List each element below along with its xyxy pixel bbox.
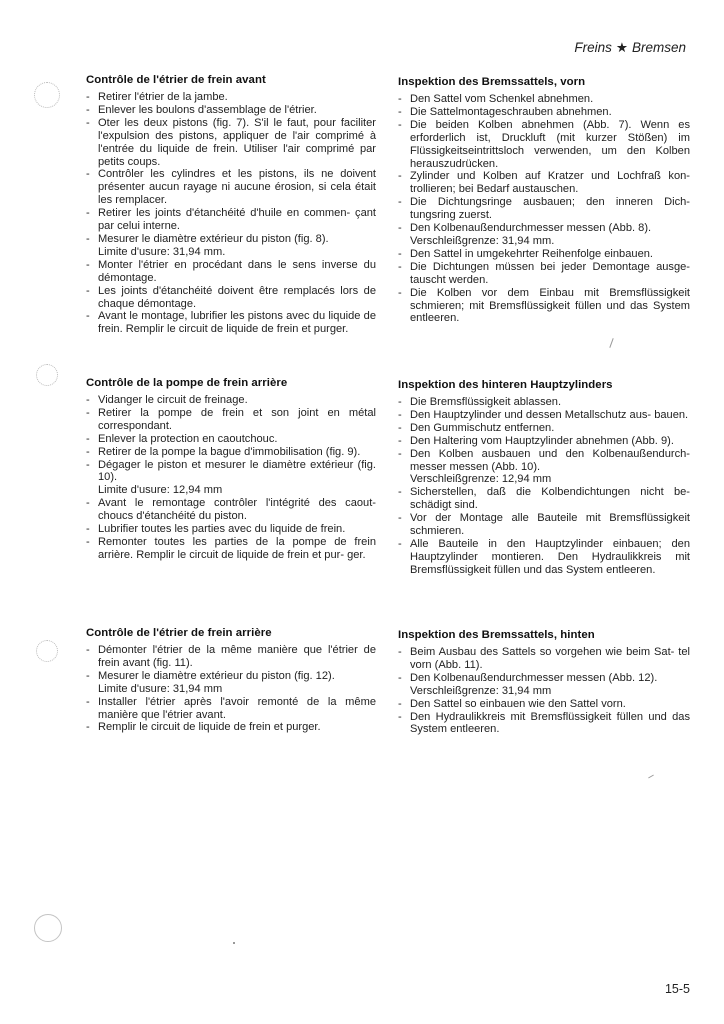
list-item: - Beim Ausbau des Sattels so vorgehen wie beim Sat- tel vorn (Abb. 11).	[398, 646, 690, 672]
list-item: - Lubrifier toutes les parties avec du liquide de frein.	[86, 523, 376, 536]
list-item: - Zylinder und Kolben auf Kratzer und Lochfraß kon- trollieren; bei Bedarf austauschen.	[398, 170, 690, 196]
list-item: - Vor der Montage alle Bauteile mit Bremsflüssigkeit schmieren.	[398, 512, 690, 538]
header-title-de: Bremsen	[631, 40, 686, 55]
list-item: - Den Sattel vom Schenkel abnehmen.	[398, 93, 690, 106]
list-item: - Die Dichtungsringe ausbauen; den inneren Dich- tungsring zuerst.	[398, 196, 690, 222]
section-front-caliper-de	[398, 76, 690, 325]
list-item: - Dégager le piston et mesurer le diamètre extérieur (fig. 10). Limite d'usure: 12,94 mm	[86, 459, 376, 498]
list-item: - Die beiden Kolben abnehmen (Abb. 7). Wenn es erforderlich ist, Druckluft (mit kurzer Stößen) im Flüssigkeitseintrittsloch verwenden, um den Kolben herauszudrücken.	[398, 119, 690, 171]
section-rear-master-cylinder-fr	[86, 377, 376, 562]
punch-hole-mark	[34, 82, 60, 108]
list-item: - Avant le remontage contrôler l'intégrité des caout- choucs d'étanchéité du piston.	[86, 497, 376, 523]
list-item: - Die Bremsflüssigkeit ablassen.	[398, 396, 690, 409]
star-icon: ★	[615, 40, 628, 55]
list-item: - Den Hydraulikkreis mit Bremsflüssigkeit füllen und das System entleeren.	[398, 711, 690, 737]
list-item: - Alle Bauteile in den Hauptzylinder einbauen; den Hauptzylinder montieren. Den Hydraulikkreis mit Bremsflüssigkeit füllen und das System entleeren.	[398, 538, 690, 577]
list-item: - Remplir le circuit de liquide de frein et purger.	[86, 721, 376, 734]
list-item: - Den Kolbenaußendurchmesser messen (Abb. 12). Verschleißgrenze: 31,94 mm	[398, 672, 690, 698]
list-item: - Installer l'étrier après l'avoir remonté de la même manière que l'étrier avant.	[86, 696, 376, 722]
section-rear-caliper-fr	[86, 627, 376, 734]
section-title: Inspektion des hinteren Hauptzylinders	[398, 379, 613, 391]
punch-hole-mark	[36, 364, 58, 386]
wear-limit: Limite d'usure: 31,94 mm	[98, 682, 223, 695]
step-list	[398, 93, 690, 325]
list-item: - Monter l'étrier en procédant dans le sens inverse du démontage.	[86, 259, 376, 285]
scan-speck	[648, 775, 654, 779]
section-title: Contrôle de l'étrier de frein avant	[86, 74, 266, 86]
step-list	[86, 394, 376, 562]
wear-limit: Verschleißgrenze: 31,94 mm	[410, 684, 552, 697]
list-item: - Den Kolben ausbauen und den Kolbenaußendurch- messer messen (Abb. 10). Verschleißgrenze: 12,94 mm	[398, 448, 690, 487]
section-rear-master-cylinder-de	[398, 379, 690, 577]
wear-limit: Verschleißgrenze: 31,94 mm.	[410, 234, 555, 247]
list-item: - Den Gummischutz entfernen.	[398, 422, 690, 435]
section-title: Contrôle de l'étrier de frein arrière	[86, 627, 272, 639]
list-item: - Den Kolbenaußendurchmesser messen (Abb. 8). Verschleißgrenze: 31,94 mm.	[398, 222, 690, 248]
list-item: - Den Haltering vom Hauptzylinder abnehmen (Abb. 9).	[398, 435, 690, 448]
list-item: - Vidanger le circuit de freinage.	[86, 394, 376, 407]
list-item: - Contrôler les cylindres et les pistons, ils ne doivent présenter aucun rayage ni aucune érosion, si cela était les remplacer.	[86, 168, 376, 207]
header-title-fr: Freins	[574, 40, 612, 55]
section-rear-caliper-de	[398, 629, 690, 736]
list-item: - Remonter toutes les parties de la pompe de frein arrière. Remplir le circuit de liquide de frein et pur- ger.	[86, 536, 376, 562]
step-list	[398, 646, 690, 736]
list-item: - Die Kolben vor dem Einbau mit Bremsflüssigkeit schmieren; mit Bremsflüssigkeit füllen und das System entleeren.	[398, 287, 690, 326]
list-item: - Den Sattel so einbauen wie den Sattel vorn.	[398, 698, 690, 711]
wear-limit: Verschleißgrenze: 12,94 mm	[410, 473, 552, 486]
section-title: Contrôle de la pompe de frein arrière	[86, 377, 288, 389]
list-item: - Retirer de la pompe la bague d'immobilisation (fig. 9).	[86, 446, 376, 459]
page-number: 15-5	[664, 982, 690, 996]
step-list	[86, 91, 376, 336]
section-front-caliper-fr	[86, 74, 376, 336]
list-item: - Les joints d'étanchéité doivent être remplacés lors de chaque démontage.	[86, 285, 376, 311]
list-item: - Mesurer le diamètre extérieur du piston (fig. 12). Limite d'usure: 31,94 mm	[86, 670, 376, 696]
section-title: Inspektion des Bremssattels, vorn	[398, 76, 586, 88]
list-item: - Enlever les boulons d'assemblage de l'étrier.	[86, 104, 376, 117]
list-item: - Démonter l'étrier de la même manière que l'étrier de frein avant (fig. 11).	[86, 644, 376, 670]
step-list	[86, 644, 376, 734]
punch-hole-mark	[34, 914, 62, 942]
list-item: - Mesurer le diamètre extérieur du piston (fig. 8). Limite d'usure: 31,94 mm.	[86, 233, 376, 259]
list-item: - Avant le montage, lubrifier les pistons avec du liquide de frein. Remplir le circuit de liquide de frein et purger.	[86, 310, 376, 336]
wear-limit: Limite d'usure: 12,94 mm	[98, 484, 223, 497]
list-item: - Enlever la protection en caoutchouc.	[86, 433, 376, 446]
punch-hole-mark	[36, 640, 58, 662]
list-item: - Oter les deux pistons (fig. 7). S'il le faut, pour faciliter l'expulsion des pistons, appliquer de l'air comprimé à l'entrée du liquide de frein. Utiliser l'air comprimé par petits coups.	[86, 117, 376, 169]
scan-speck	[233, 942, 235, 944]
list-item: - Retirer la pompe de frein et son joint en métal correspondant.	[86, 407, 376, 433]
list-item: - Retirer les joints d'étanchéité d'huile en commen- çant par celui interne.	[86, 207, 376, 233]
running-header	[574, 40, 686, 56]
list-item: - Sicherstellen, daß die Kolbendichtungen nicht be- schädigt sind.	[398, 486, 690, 512]
scan-speck	[609, 338, 613, 348]
list-item: - Die Dichtungen müssen bei jeder Demontage ausge- tauscht werden.	[398, 261, 690, 287]
step-list	[398, 396, 690, 577]
list-item: - Retirer l'étrier de la jambe.	[86, 91, 376, 104]
wear-limit: Limite d'usure: 31,94 mm.	[98, 245, 226, 258]
list-item: - Den Sattel in umgekehrter Reihenfolge einbauen.	[398, 248, 690, 261]
list-item: - Die Sattelmontageschrauben abnehmen.	[398, 106, 690, 119]
list-item: - Den Hauptzylinder und dessen Metallschutz aus- bauen.	[398, 409, 690, 422]
section-title: Inspektion des Bremssattels, hinten	[398, 629, 595, 641]
